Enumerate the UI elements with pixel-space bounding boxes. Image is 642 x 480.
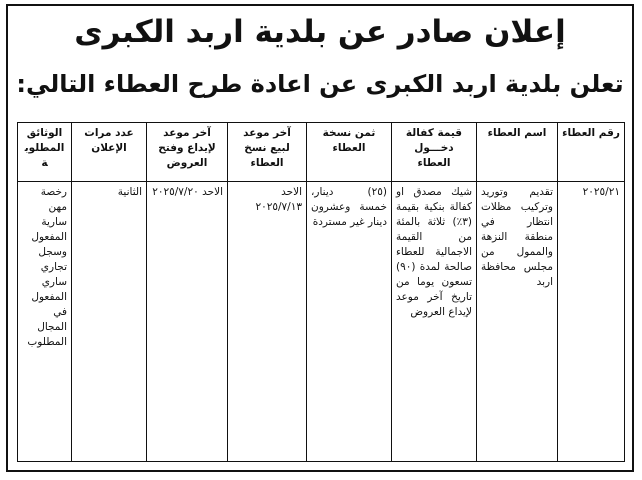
header-required-documents: الوثائق المطلوبة bbox=[18, 123, 72, 182]
header-copy-price: ثمن نسخة العطاء bbox=[307, 123, 392, 182]
cell-tender-number: ٢٠٢٥/٢١ bbox=[558, 182, 625, 462]
header-tender-name: اسم العطاء bbox=[477, 123, 558, 182]
announcement-frame bbox=[6, 4, 634, 472]
header-announcement-count: عدد مرات الإعلان bbox=[72, 123, 147, 182]
announcement-title: إعلان صادر عن بلدية اربد الكبرى bbox=[74, 14, 566, 50]
header-guarantee-value: قيمة كفالة دخـــول العطاء bbox=[392, 123, 477, 182]
tender-table bbox=[17, 122, 625, 462]
table-row bbox=[18, 182, 625, 462]
announcement-subtitle: تعلن بلدية اربد الكبرى عن اعادة طرح العطاء التالي: bbox=[16, 70, 624, 98]
cell-guarantee-value: شيك مصدق او كفالة بنكية بقيمة (٣٪) ثلاثة بالمئة من القيمة الاجمالية للعطاء صالحة لمدة (٩٠) تسعون يوما من تاريخ آخر موعد لإيداع العروض bbox=[392, 182, 477, 462]
cell-required-documents: رخصة مهن سارية المفعول وسجل تجاري ساري المفعول في المجال المطلوب bbox=[18, 182, 72, 462]
cell-copy-price: (٢٥) دينار، خمسة وعشرون دينار غير مستردة bbox=[307, 182, 392, 462]
table-header-row bbox=[18, 123, 625, 182]
header-sale-deadline: آخر موعد لبيع نسخ العطاء bbox=[228, 123, 307, 182]
cell-deposit-deadline: الاحد ٢٠٢٥/٧/٢٠ bbox=[147, 182, 228, 462]
cell-sale-deadline: الاحد ٢٠٢٥/٧/١٣ bbox=[228, 182, 307, 462]
header-tender-number: رقم العطاء bbox=[558, 123, 625, 182]
cell-announcement-count: الثانية bbox=[72, 182, 147, 462]
cell-tender-name: تقديم وتوريد وتركيب مظلات انتظار في منطقة النزهة والممول من مجلس محافظة اربد bbox=[477, 182, 558, 462]
header-deposit-deadline: آخر موعد لإيداع وفتح العروض bbox=[147, 123, 228, 182]
